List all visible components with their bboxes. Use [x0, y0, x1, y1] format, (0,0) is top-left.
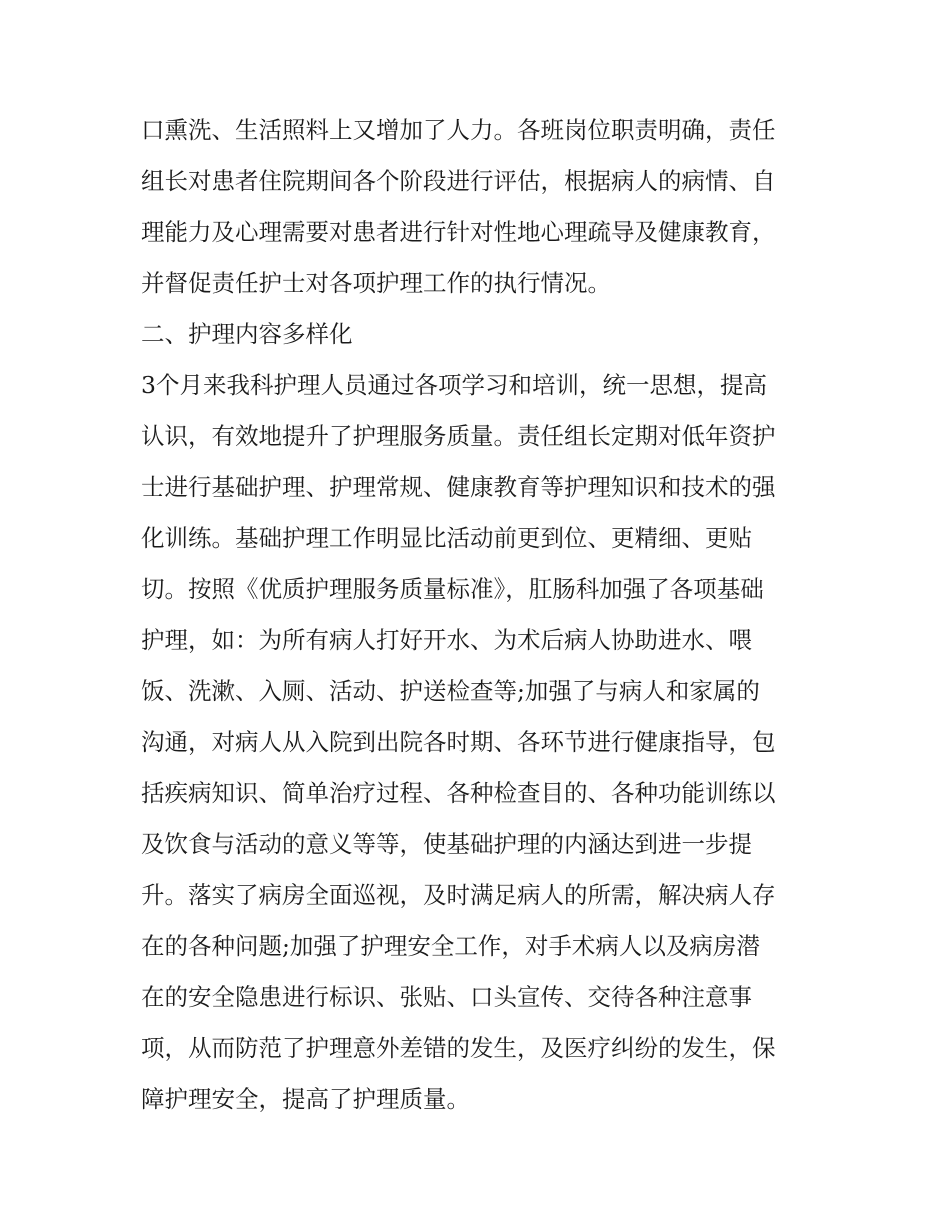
- text-line: 饭、洗漱、入厕、活动、护送检查等;加强了与病人和家属的: [141, 677, 760, 705]
- text-line: 及饮食与活动的意义等等，使基础护理的内涵达到进一步提: [141, 830, 752, 858]
- text-line: 并督促责任护士对各项护理工作的执行情况。: [141, 269, 611, 297]
- section-heading: 二、护理内容多样化: [141, 320, 353, 348]
- text-line: 切。按照《优质护理服务质量标准》，肛肠科加强了各项基础: [141, 575, 764, 603]
- text-line: 理能力及心理需要对患者进行针对性地心理疏导及健康教育，: [141, 218, 776, 246]
- text-line: 项，从而防范了护理意外差错的发生，及医疗纠纷的发生，保: [141, 1034, 776, 1062]
- text-line: 护理，如：为所有病人打好开水、为术后病人协助进水、喂: [141, 626, 752, 654]
- text-line: 士进行基础护理、护理常规、健康教育等护理知识和技术的强: [141, 473, 776, 501]
- text-line: 在的安全隐患进行标识、张贴、口头宣传、交待各种注意事: [141, 983, 752, 1011]
- text-line: 括疾病知识、简单治疗过程、各种检查目的、各种功能训练以: [141, 779, 776, 807]
- text-line: 在的各种问题;加强了护理安全工作，对手术病人以及病房潜: [141, 932, 760, 960]
- text-line: 口熏洗、生活照料上又增加了人力。各班岗位职责明确，责任: [141, 116, 776, 144]
- text-line: 升。落实了病房全面巡视，及时满足病人的所需，解决病人存: [141, 881, 776, 909]
- text-line: 沟通，对病人从入院到出院各时期、各环节进行健康指导，包: [141, 728, 776, 756]
- text-line: 3个月来我科护理人员通过各项学习和培训，统一思想，提高: [141, 371, 767, 399]
- text-line: 化训练。基础护理工作明显比活动前更到位、更精细、更贴: [141, 524, 752, 552]
- text-line: 组长对患者住院期间各个阶段进行评估，根据病人的病情、自: [141, 167, 776, 195]
- text-line: 认识，有效地提升了护理服务质量。责任组长定期对低年资护: [141, 422, 776, 450]
- text-line: 障护理安全，提高了护理质量。: [141, 1085, 470, 1113]
